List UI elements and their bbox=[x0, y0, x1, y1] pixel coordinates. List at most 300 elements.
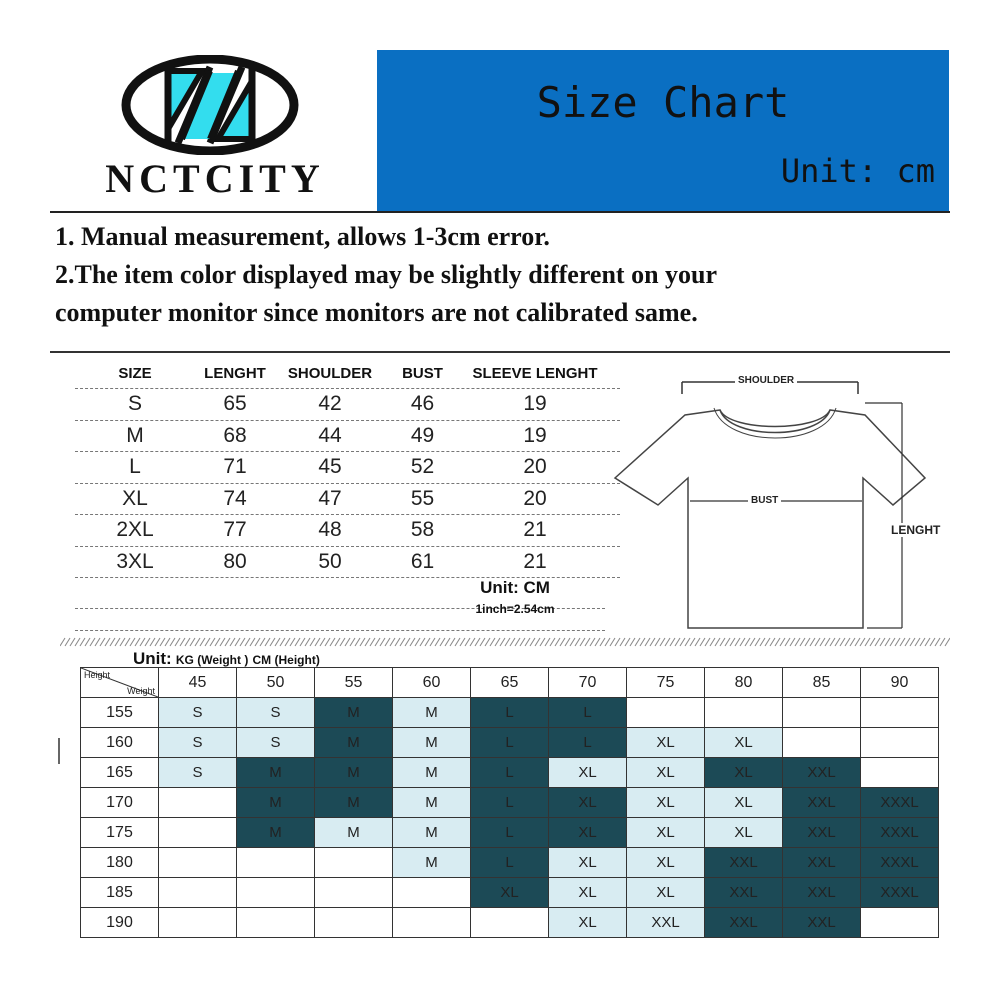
hatch-stroke bbox=[335, 638, 340, 646]
weight-header: 50 bbox=[237, 668, 315, 698]
hatch-stroke bbox=[865, 638, 870, 646]
col-header-length: LENGHT bbox=[204, 364, 266, 382]
weight-header: 45 bbox=[159, 668, 237, 698]
hatch-stroke bbox=[130, 638, 135, 646]
hatch-stroke bbox=[545, 638, 550, 646]
hatch-stroke bbox=[275, 638, 280, 646]
size-recommendation-cell: XXL bbox=[705, 908, 783, 938]
col-header-size: SIZE bbox=[118, 364, 152, 382]
hatch-stroke bbox=[570, 638, 575, 646]
hatch-stroke bbox=[450, 638, 455, 646]
size-table-cell: 3XL bbox=[116, 549, 154, 573]
hatch-stroke bbox=[270, 638, 275, 646]
size-table-cell: 55 bbox=[410, 486, 435, 510]
hatch-stroke bbox=[590, 638, 595, 646]
hatch-stroke bbox=[655, 638, 660, 646]
size-recommendation-cell bbox=[393, 878, 471, 908]
hatch-stroke bbox=[475, 638, 480, 646]
size-recommendation-cell bbox=[237, 878, 315, 908]
hatch-stroke bbox=[490, 638, 495, 646]
hatch-stroke bbox=[835, 638, 840, 646]
hatch-stroke bbox=[910, 638, 915, 646]
hatch-stroke bbox=[345, 638, 350, 646]
size-unit-note bbox=[425, 578, 605, 616]
hatch-stroke bbox=[705, 638, 710, 646]
grid-row bbox=[81, 698, 939, 728]
size-recommendation-cell bbox=[783, 698, 861, 728]
title-banner bbox=[377, 50, 949, 212]
shoulder-label: SHOULDER bbox=[735, 375, 797, 386]
hatch-stroke bbox=[515, 638, 520, 646]
size-recommendation-cell: S bbox=[159, 698, 237, 728]
size-table-cell: 20 bbox=[523, 455, 547, 479]
size-recommendation-cell: XL bbox=[705, 788, 783, 818]
hatch-stroke bbox=[595, 638, 600, 646]
hatch-stroke bbox=[70, 638, 75, 646]
size-table-cell: 2XL bbox=[116, 518, 154, 542]
hatch-stroke bbox=[690, 638, 695, 646]
size-recommendation-cell: XL bbox=[705, 758, 783, 788]
size-table-cell: 46 bbox=[410, 392, 435, 416]
hatch-stroke bbox=[455, 638, 460, 646]
size-table-cell: S bbox=[127, 392, 142, 416]
hatch-stroke bbox=[295, 638, 300, 646]
hatch-stroke bbox=[210, 638, 215, 646]
hatch-stroke bbox=[685, 638, 690, 646]
grid-unit-weight: KG (Weight ) bbox=[175, 653, 249, 667]
hatch-stroke bbox=[765, 638, 770, 646]
hatch-stroke bbox=[410, 638, 415, 646]
size-table-cell: M bbox=[126, 423, 144, 447]
hatch-stroke bbox=[890, 638, 895, 646]
hatch-stroke bbox=[615, 638, 620, 646]
hatch-stroke bbox=[420, 638, 425, 646]
size-recommendation-cell: M bbox=[315, 788, 393, 818]
hatch-stroke bbox=[665, 638, 670, 646]
height-header: 165 bbox=[81, 758, 159, 788]
size-recommendation-cell: XXL bbox=[705, 878, 783, 908]
hatch-stroke bbox=[880, 638, 885, 646]
size-recommendation-cell bbox=[159, 788, 237, 818]
hatch-stroke bbox=[790, 638, 795, 646]
size-table-row bbox=[75, 421, 620, 453]
size-table-row bbox=[75, 515, 620, 547]
hatch-stroke bbox=[235, 638, 240, 646]
grid-row bbox=[81, 758, 939, 788]
size-recommendation-cell: M bbox=[315, 698, 393, 728]
size-table-cell: 61 bbox=[410, 549, 435, 573]
size-table-row bbox=[75, 547, 620, 579]
size-recommendation-cell: XL bbox=[627, 818, 705, 848]
size-table-cell: 19 bbox=[523, 423, 547, 447]
hatch-stroke bbox=[855, 638, 860, 646]
size-recommendation-cell: XXL bbox=[783, 788, 861, 818]
hatch-stroke bbox=[245, 638, 250, 646]
hatch-stroke bbox=[775, 638, 780, 646]
hatch-stroke bbox=[715, 638, 720, 646]
hatch-stroke bbox=[755, 638, 760, 646]
hatch-stroke bbox=[135, 638, 140, 646]
hatch-stroke bbox=[795, 638, 800, 646]
hatch-stroke bbox=[90, 638, 95, 646]
size-recommendation-cell: XL bbox=[549, 848, 627, 878]
hatch-stroke bbox=[650, 638, 655, 646]
size-recommendation-cell: XL bbox=[471, 878, 549, 908]
size-table-cell: 19 bbox=[523, 392, 547, 416]
size-recommendation-cell: M bbox=[393, 758, 471, 788]
size-table-cell: XL bbox=[122, 486, 148, 510]
col-header-sleeve: SLEEVE LENGHT bbox=[472, 364, 598, 382]
size-recommendation-cell: M bbox=[393, 848, 471, 878]
size-table-cell: 80 bbox=[223, 549, 247, 573]
hatch-stroke bbox=[395, 638, 400, 646]
hatch-stroke bbox=[350, 638, 355, 646]
hatch-stroke bbox=[200, 638, 205, 646]
grid-header-row bbox=[81, 668, 939, 698]
header-divider bbox=[50, 211, 950, 213]
hatch-stroke bbox=[885, 638, 890, 646]
size-recommendation-cell: XXL bbox=[783, 908, 861, 938]
hatch-stroke bbox=[195, 638, 200, 646]
hatch-stroke bbox=[155, 638, 160, 646]
grid-unit-height: CM (Height) bbox=[252, 653, 320, 667]
corner-weight-label: Weight bbox=[127, 686, 155, 696]
grid-row bbox=[81, 908, 939, 938]
size-recommendation-cell: XL bbox=[627, 758, 705, 788]
hatch-stroke bbox=[440, 638, 445, 646]
hatch-stroke bbox=[520, 638, 525, 646]
hatch-stroke bbox=[630, 638, 635, 646]
hatch-stroke bbox=[670, 638, 675, 646]
hatch-stroke bbox=[400, 638, 405, 646]
brand-name: NCTCITY bbox=[105, 156, 325, 201]
size-recommendation-cell: XXXL bbox=[861, 848, 939, 878]
size-table-cell: 21 bbox=[523, 549, 547, 573]
size-recommendation-cell: XXL bbox=[705, 848, 783, 878]
hatch-stroke bbox=[645, 638, 650, 646]
size-recommendation-cell: XXL bbox=[627, 908, 705, 938]
size-table-cell: 20 bbox=[523, 486, 547, 510]
hatch-stroke bbox=[535, 638, 540, 646]
size-recommendation-cell: XXXL bbox=[861, 818, 939, 848]
height-header: 175 bbox=[81, 818, 159, 848]
hatch-stroke bbox=[725, 638, 730, 646]
size-table-cell: 48 bbox=[318, 518, 342, 542]
hatch-stroke bbox=[355, 638, 360, 646]
size-recommendation-cell bbox=[393, 908, 471, 938]
size-table-cell: 47 bbox=[318, 486, 342, 510]
hatch-stroke bbox=[625, 638, 630, 646]
hatch-stroke bbox=[310, 638, 315, 646]
length-label: LENGHT bbox=[888, 523, 943, 537]
size-recommendation-cell bbox=[471, 908, 549, 938]
hatch-stroke bbox=[935, 638, 940, 646]
hatch-stroke bbox=[175, 638, 180, 646]
size-recommendation-cell: XL bbox=[705, 728, 783, 758]
hatch-stroke bbox=[435, 638, 440, 646]
hatch-stroke bbox=[605, 638, 610, 646]
hatch-stroke bbox=[265, 638, 270, 646]
size-recommendation-cell: XXXL bbox=[861, 878, 939, 908]
size-recommendation-cell: M bbox=[393, 728, 471, 758]
hatch-stroke bbox=[180, 638, 185, 646]
size-recommendation-cell: XXL bbox=[783, 848, 861, 878]
size-recommendation-cell: L bbox=[471, 728, 549, 758]
hatch-stroke bbox=[815, 638, 820, 646]
hatch-stroke bbox=[240, 638, 245, 646]
size-recommendation-cell: XL bbox=[705, 818, 783, 848]
hatch-stroke bbox=[150, 638, 155, 646]
note-line: 2.The item color displayed may be slightly different on your bbox=[55, 260, 718, 289]
unit-cm-label: Unit: CM bbox=[480, 578, 550, 597]
size-table-row bbox=[75, 389, 620, 421]
size-table-cell: 71 bbox=[223, 455, 247, 479]
size-table-cell: 77 bbox=[223, 518, 247, 542]
size-table-cell: 58 bbox=[410, 518, 435, 542]
weight-header: 80 bbox=[705, 668, 783, 698]
col-header-shoulder: SHOULDER bbox=[287, 364, 373, 382]
hatch-stroke bbox=[415, 638, 420, 646]
note-line: 1. Manual measurement, allows 1-3cm error. bbox=[55, 222, 550, 251]
hatch-stroke bbox=[500, 638, 505, 646]
page-title: Size Chart bbox=[536, 78, 790, 127]
size-recommendation-cell: M bbox=[237, 818, 315, 848]
hatch-stroke bbox=[695, 638, 700, 646]
hatch-stroke bbox=[860, 638, 865, 646]
hatch-stroke bbox=[800, 638, 805, 646]
hatch-stroke bbox=[260, 638, 265, 646]
hatch-stroke bbox=[460, 638, 465, 646]
hatch-stroke bbox=[550, 638, 555, 646]
size-recommendation-cell: M bbox=[315, 758, 393, 788]
size-recommendation-cell: M bbox=[393, 788, 471, 818]
size-table-cell: 42 bbox=[318, 392, 342, 416]
hatch-stroke bbox=[660, 638, 665, 646]
hatch-stroke bbox=[915, 638, 920, 646]
size-table-cell: 21 bbox=[523, 518, 547, 542]
hatched-divider bbox=[60, 637, 950, 647]
grid-row bbox=[81, 788, 939, 818]
size-recommendation-cell: L bbox=[549, 698, 627, 728]
height-header: 170 bbox=[81, 788, 159, 818]
size-recommendation-cell: L bbox=[471, 758, 549, 788]
hatch-stroke bbox=[640, 638, 645, 646]
hatch-stroke bbox=[845, 638, 850, 646]
hatch-stroke bbox=[190, 638, 195, 646]
height-header: 160 bbox=[81, 728, 159, 758]
size-recommendation-cell: L bbox=[549, 728, 627, 758]
hatch-stroke bbox=[370, 638, 375, 646]
weight-header: 55 bbox=[315, 668, 393, 698]
size-recommendation-cell bbox=[159, 908, 237, 938]
size-recommendation-cell: M bbox=[237, 758, 315, 788]
size-recommendation-cell bbox=[159, 878, 237, 908]
hatch-stroke bbox=[805, 638, 810, 646]
hatch-stroke bbox=[170, 638, 175, 646]
height-header: 155 bbox=[81, 698, 159, 728]
hatch-stroke bbox=[930, 638, 935, 646]
hatch-stroke bbox=[495, 638, 500, 646]
hatch-stroke bbox=[780, 638, 785, 646]
hatch-stroke bbox=[680, 638, 685, 646]
hatch-stroke bbox=[125, 638, 130, 646]
size-table-cell: L bbox=[129, 455, 141, 479]
weight-header: 85 bbox=[783, 668, 861, 698]
size-recommendation-cell: L bbox=[471, 788, 549, 818]
hatch-stroke bbox=[610, 638, 615, 646]
size-table-cell: 52 bbox=[410, 455, 435, 479]
hatch-stroke bbox=[720, 638, 725, 646]
weight-header: 65 bbox=[471, 668, 549, 698]
col-header-bust: BUST bbox=[402, 364, 443, 382]
hatch-stroke bbox=[600, 638, 605, 646]
hatch-stroke bbox=[710, 638, 715, 646]
size-table-cell: 45 bbox=[318, 455, 342, 479]
hatch-stroke bbox=[145, 638, 150, 646]
size-recommendation-cell: XL bbox=[549, 758, 627, 788]
hatch-stroke bbox=[840, 638, 845, 646]
hatch-stroke bbox=[300, 638, 305, 646]
hatch-stroke bbox=[925, 638, 930, 646]
hatch-stroke bbox=[875, 638, 880, 646]
size-recommendation-cell: XL bbox=[549, 818, 627, 848]
weight-header: 90 bbox=[861, 668, 939, 698]
height-header: 190 bbox=[81, 908, 159, 938]
hatch-stroke bbox=[320, 638, 325, 646]
logo-mark-icon bbox=[120, 55, 300, 155]
hatch-stroke bbox=[920, 638, 925, 646]
height-header: 180 bbox=[81, 848, 159, 878]
size-recommendation-cell: L bbox=[471, 848, 549, 878]
hatch-stroke bbox=[230, 638, 235, 646]
size-recommendation-cell: M bbox=[315, 728, 393, 758]
hatch-stroke bbox=[900, 638, 905, 646]
size-recommendation-cell bbox=[627, 698, 705, 728]
hatch-stroke bbox=[675, 638, 680, 646]
hatch-stroke bbox=[575, 638, 580, 646]
hatch-stroke bbox=[565, 638, 570, 646]
hatch-stroke bbox=[80, 638, 85, 646]
size-recommendation-cell: S bbox=[159, 728, 237, 758]
hatch-stroke bbox=[85, 638, 90, 646]
hatch-stroke bbox=[375, 638, 380, 646]
size-recommendation-cell: XL bbox=[627, 848, 705, 878]
hatch-stroke bbox=[365, 638, 370, 646]
size-recommendation-cell bbox=[315, 848, 393, 878]
hatch-stroke bbox=[215, 638, 220, 646]
hatch-stroke bbox=[285, 638, 290, 646]
hatch-stroke bbox=[60, 638, 65, 646]
size-recommendation-cell: S bbox=[237, 698, 315, 728]
size-recommendation-cell: S bbox=[237, 728, 315, 758]
hatch-stroke bbox=[340, 638, 345, 646]
hatch-stroke bbox=[280, 638, 285, 646]
size-table-cell: 74 bbox=[223, 486, 247, 510]
grid-row bbox=[81, 848, 939, 878]
size-table-cell: 50 bbox=[318, 549, 342, 573]
grid-row bbox=[81, 818, 939, 848]
hatch-stroke bbox=[205, 638, 210, 646]
hatch-stroke bbox=[905, 638, 910, 646]
size-recommendation-cell: M bbox=[315, 818, 393, 848]
size-recommendation-cell: XL bbox=[549, 878, 627, 908]
hatch-stroke bbox=[895, 638, 900, 646]
hatch-stroke bbox=[785, 638, 790, 646]
hatch-stroke bbox=[325, 638, 330, 646]
hatch-stroke bbox=[540, 638, 545, 646]
hatch-stroke bbox=[405, 638, 410, 646]
hatch-stroke bbox=[940, 638, 945, 646]
grid-corner bbox=[81, 668, 159, 698]
hatch-stroke bbox=[850, 638, 855, 646]
hatch-stroke bbox=[220, 638, 225, 646]
hatch-stroke bbox=[330, 638, 335, 646]
size-table bbox=[75, 358, 620, 616]
hatch-stroke bbox=[95, 638, 100, 646]
hatch-stroke bbox=[525, 638, 530, 646]
size-recommendation-cell bbox=[315, 878, 393, 908]
hatch-stroke bbox=[585, 638, 590, 646]
hatch-stroke bbox=[745, 638, 750, 646]
size-table-header bbox=[75, 358, 620, 389]
hatch-stroke bbox=[740, 638, 745, 646]
hatch-stroke bbox=[105, 638, 110, 646]
hatch-stroke bbox=[465, 638, 470, 646]
hatch-stroke bbox=[360, 638, 365, 646]
grid-unit-label bbox=[133, 649, 320, 669]
hatch-stroke bbox=[810, 638, 815, 646]
size-recommendation-cell bbox=[159, 848, 237, 878]
size-recommendation-cell bbox=[861, 698, 939, 728]
hatch-stroke bbox=[735, 638, 740, 646]
tshirt-diagram bbox=[610, 370, 950, 635]
hatch-stroke bbox=[730, 638, 735, 646]
hatch-stroke bbox=[390, 638, 395, 646]
hatch-stroke bbox=[445, 638, 450, 646]
size-recommendation-cell: M bbox=[393, 698, 471, 728]
size-table-row bbox=[75, 452, 620, 484]
hatch-stroke bbox=[760, 638, 765, 646]
size-table-row bbox=[75, 484, 620, 516]
size-recommendation-cell bbox=[315, 908, 393, 938]
size-recommendation-cell bbox=[159, 818, 237, 848]
hatch-stroke bbox=[820, 638, 825, 646]
hatch-stroke bbox=[140, 638, 145, 646]
size-recommendation-cell bbox=[237, 908, 315, 938]
size-recommendation-cell: XXL bbox=[783, 818, 861, 848]
hatch-stroke bbox=[75, 638, 80, 646]
size-recommendation-cell: XXXL bbox=[861, 788, 939, 818]
size-recommendation-cell bbox=[861, 728, 939, 758]
weight-header: 70 bbox=[549, 668, 627, 698]
hatch-stroke bbox=[165, 638, 170, 646]
size-recommendation-cell bbox=[237, 848, 315, 878]
hatch-stroke bbox=[305, 638, 310, 646]
hatch-stroke bbox=[700, 638, 705, 646]
note-line: computer monitor since monitors are not calibrated same. bbox=[55, 298, 698, 327]
hatch-stroke bbox=[480, 638, 485, 646]
hatch-stroke bbox=[385, 638, 390, 646]
hatch-stroke bbox=[485, 638, 490, 646]
hatch-stroke bbox=[635, 638, 640, 646]
hatch-stroke bbox=[110, 638, 115, 646]
hatch-stroke bbox=[250, 638, 255, 646]
hatch-stroke bbox=[120, 638, 125, 646]
hatch-stroke bbox=[100, 638, 105, 646]
size-recommendation-cell bbox=[861, 908, 939, 938]
size-recommendation-grid bbox=[80, 667, 939, 938]
size-recommendation-cell bbox=[861, 758, 939, 788]
